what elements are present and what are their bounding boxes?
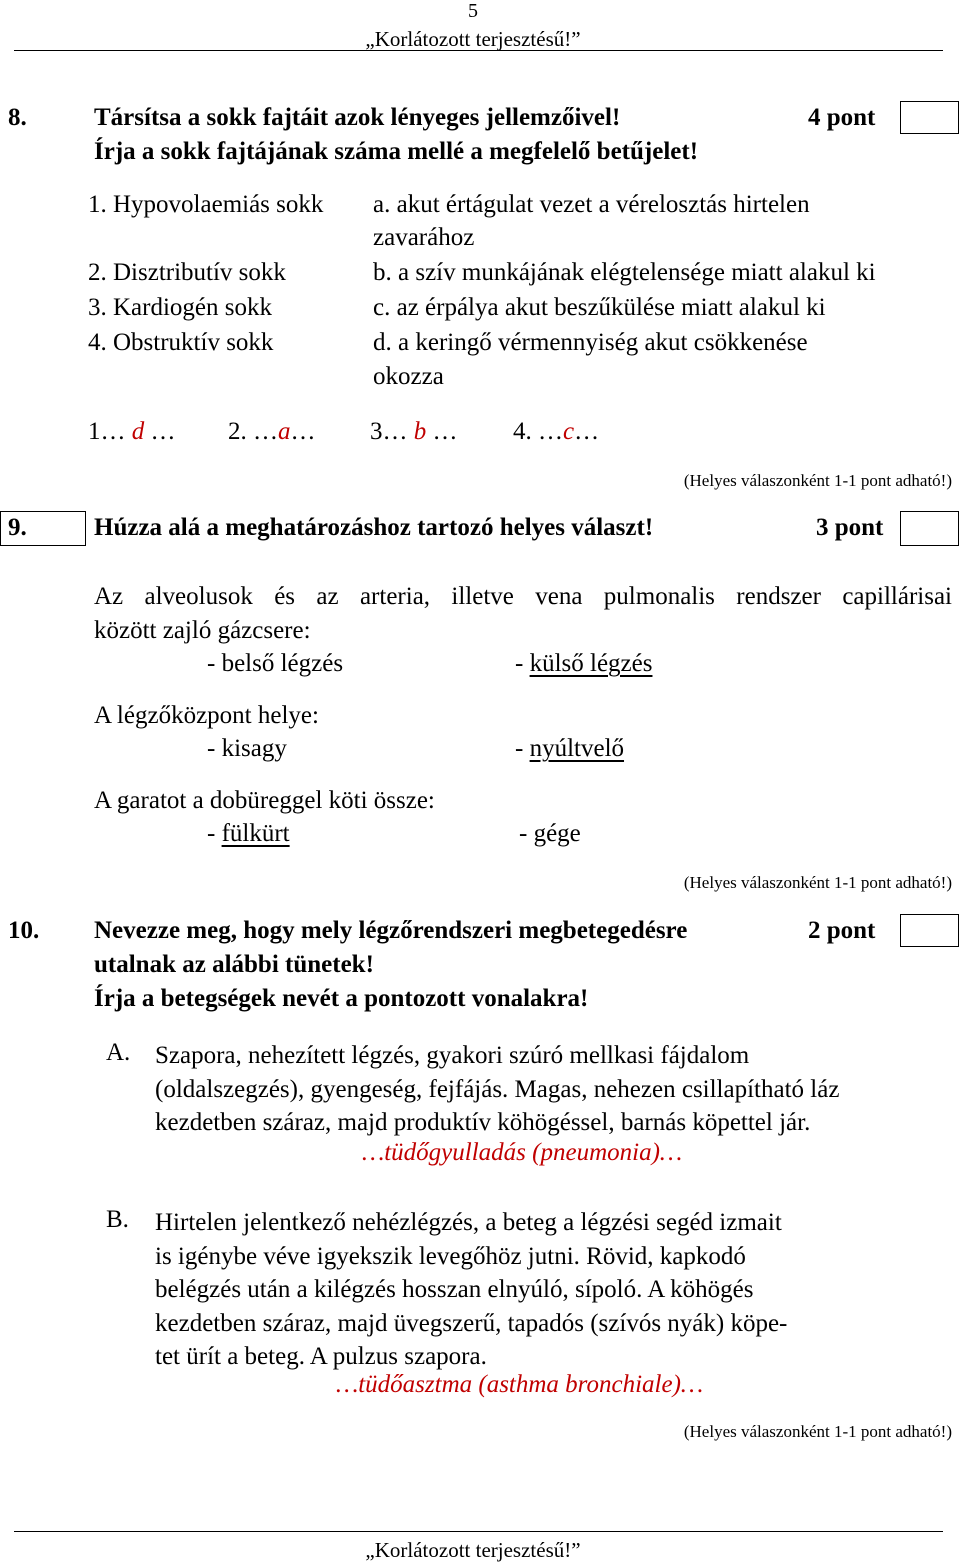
q9-intro-line-1: Az alveolusok és az arteria, illetve vena pulmonalis rendszer capillárisai [94,583,952,610]
q10-a-label: A. [106,1039,131,1066]
q9-correct-fulkurt: fülkürt [221,820,290,847]
q8-answer-3[interactable]: 3… b … [370,418,458,445]
q10-a-answer[interactable]: …tüdőgyulladás (pneumonia)… [362,1139,683,1166]
q10-a-line-2: (oldalszegzés), gyengeség, fejfájás. Magas, nehezen csillapítható láz [155,1075,840,1103]
q9-correct-kulso-legzes: külső légzés [529,650,653,677]
q8-answer-1-letter: d [131,418,145,445]
footer-rule [14,1531,943,1532]
q9-option-kisagy[interactable]: - kisagy [207,735,287,762]
q10-title-line-2: utalnak az alábbi tünetek! [94,951,374,978]
q8-answer-3-letter: b [413,418,427,445]
q10-b-line-5: tet ürít a beteg. A pulzus szapora. [155,1343,487,1370]
q10-number: 10. [8,917,40,944]
page-number: 5 [468,0,478,22]
q8-scoring-note: (Helyes válaszonként 1-1 pont adható!) [683,471,952,490]
q8-right-item-b: b. a szív munkájának elégtelensége miatt alakul ki [373,259,876,286]
q10-points: 2 pont [808,917,876,944]
q10-b-line-2: is igénybe véve igyekszik levegőhöz jutni. Rövid, kapkodó [155,1242,746,1270]
q8-left-item-4: 4. Obstruktív sokk [88,329,274,356]
q9-scoring-note: (Helyes válaszonként 1-1 pont adható!) [683,873,952,892]
q10-a-line-1: Szapora, nehezített légzés, gyakori szúró mellkasi fájdalom [155,1042,750,1069]
q8-answer-1[interactable]: 1… d … [88,418,176,445]
q9-heading-garat: A garatot a dobüreggel köti össze: [94,787,435,814]
q8-left-item-3: 3. Kardiogén sokk [88,294,272,321]
q10-a-line-3: kezdetben száraz, majd produktív köhögéssel, barnás köpettel jár. [155,1109,811,1136]
q10-instruction: Írja a betegségek nevét a pontozott vonalakra! [94,985,589,1012]
q8-right-item-a-cont: zavarához [373,224,475,251]
q8-answer-4-letter: c [563,418,575,445]
q8-answer-2[interactable]: 2. …a… [228,418,316,445]
q9-option-kulso-legzes[interactable]: - külső légzés [515,650,653,677]
header-rule [14,50,943,51]
q10-b-line-3: belégzés után a kilégzés hosszan elnyúló, sípoló. A köhögés [155,1276,754,1303]
q10-b-line-1: Hirtelen jelentkező nehézlégzés, a beteg a légzési segéd izmait [155,1209,782,1236]
page-footer: „Korlátozott terjesztésű!” [365,1538,581,1562]
q8-number: 8. [8,104,27,131]
q8-title: Társítsa a sokk fajtáit azok lényeges jellemzőivel! [94,104,621,131]
q9-heading-legzokozpont: A légzőközpont helye: [94,702,319,729]
q9-option-belso-legzes[interactable]: - belső légzés [207,650,344,677]
q10-a-symptoms [155,1039,839,1140]
q8-right-item-c: c. az érpálya akut beszűkülése miatt alakul ki [373,294,826,321]
q8-answer-4[interactable]: 4. …c… [513,418,600,445]
q9-title: Húzza alá a meghatározáshoz tartozó helyes választ! [94,514,654,541]
q8-score-box[interactable] [900,101,959,134]
q10-b-symptoms [155,1206,787,1374]
q9-option-nyultvelo[interactable]: - nyúltvelő [515,735,625,762]
q9-correct-nyultvelo: nyúltvelő [529,735,625,762]
q8-left-item-2: 2. Disztributív sokk [88,259,286,286]
q8-points: 4 pont [808,104,876,131]
q8-right-item-d: d. a keringő vérmennyiség akut csökkenése [373,329,808,356]
q10-title: Nevezze meg, hogy mely légzőrendszeri megbetegedésre [94,917,688,944]
q8-right-item-a: a. akut értágulat vezet a vérelosztás hirtelen [373,191,810,218]
q9-points: 3 pont [816,514,884,541]
q8-answer-2-letter: a [278,418,291,445]
q8-instruction: Írja a sokk fajtájának száma mellé a megfelelő betűjelet! [94,138,699,165]
q9-option-gege[interactable]: - gége [519,820,581,847]
q9-intro-line-2: között zajló gázcsere: [94,617,311,644]
q10-b-answer[interactable]: …tüdőasztma (asthma bronchiale)… [336,1371,704,1398]
q10-b-label: B. [106,1206,129,1233]
q10-score-box[interactable] [900,914,959,947]
page-header: „Korlátozott terjesztésű!” [365,27,581,51]
q8-left-item-1: 1. Hypovolaemiás sokk [88,191,324,218]
q9-number: 9. [8,514,27,541]
q8-right-item-d-cont: okozza [373,363,444,390]
q10-scoring-note: (Helyes válaszonként 1-1 pont adható!) [683,1422,952,1441]
q9-score-box[interactable] [900,511,959,546]
q9-option-fulkurt[interactable]: - fülkürt [207,820,310,848]
q10-b-line-4: kezdetben száraz, majd üvegszerű, tapadós (szívós nyák) köpe- [155,1309,788,1337]
